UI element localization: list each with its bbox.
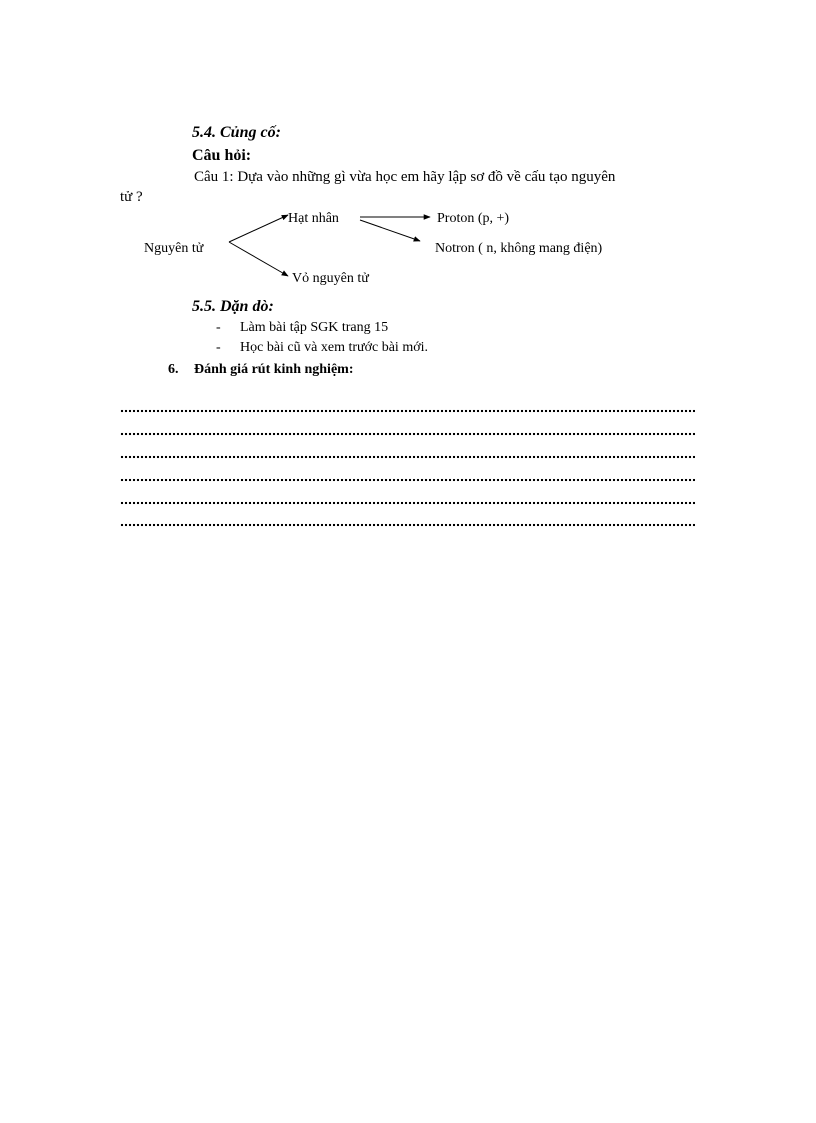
section-6-heading xyxy=(168,362,353,378)
diagram-electron-shell: Vỏ nguyên tử xyxy=(292,271,369,286)
homework-item-text: Làm bài tập SGK trang 15 xyxy=(240,320,389,335)
dotted-line xyxy=(120,409,695,413)
dotted-line xyxy=(120,478,695,482)
list-dash: - xyxy=(216,320,221,335)
question-line-2: tử ? xyxy=(120,189,143,205)
section-5-5-title: 5.5. Dặn dò: xyxy=(192,298,274,315)
arrow-to-neutron xyxy=(360,220,420,241)
diagram-root-atom: Nguyên tử xyxy=(144,241,204,256)
arrow-to-nucleus xyxy=(229,215,288,242)
diagram-neutron: Notron ( n, không mang điện) xyxy=(435,241,603,256)
section-6-number: 6. xyxy=(168,362,179,377)
dotted-line xyxy=(120,523,695,527)
diagram-nucleus: Hạt nhân xyxy=(288,211,339,226)
question-line-1: Câu 1: Dựa vào những gì vừa học em hãy lập sơ đồ về cấu tạo nguyên xyxy=(194,169,616,185)
dotted-line xyxy=(120,501,695,505)
homework-item-2 xyxy=(216,340,428,356)
dotted-line xyxy=(120,455,695,459)
section-6-title: Đánh giá rút kinh nghiệm: xyxy=(194,362,354,377)
section-5-4-title: 5.4. Củng cố: xyxy=(192,124,281,141)
dotted-line xyxy=(120,432,695,436)
question-label: Câu hỏi: xyxy=(192,147,252,164)
homework-item-1 xyxy=(216,320,388,336)
arrow-to-shell xyxy=(229,242,288,276)
diagram-proton: Proton (p, +) xyxy=(437,211,510,226)
homework-item-text: Học bài cũ và xem trước bài mới. xyxy=(240,340,429,355)
list-dash: - xyxy=(216,340,221,355)
